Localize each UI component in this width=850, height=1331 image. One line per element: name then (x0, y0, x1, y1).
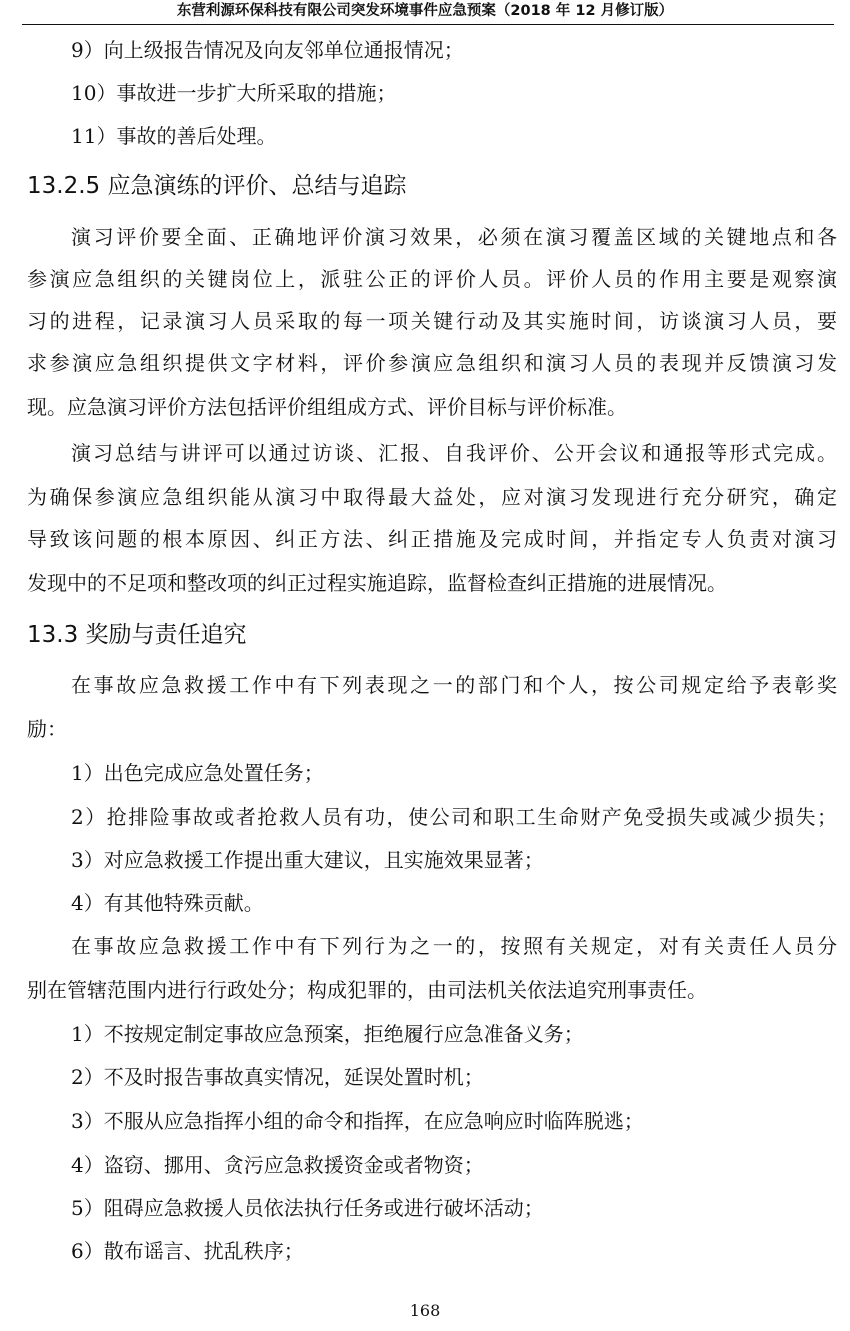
list-item: 1）不按规定制定事故应急预案，拒绝履行应急准备义务； (71, 1022, 584, 1046)
paragraph-line: 导致该问题的根本原因、纠正方法、纠正措施及完成时间，并指定专人负责对演习 (27, 527, 837, 551)
paragraph-line: 在事故应急救援工作中有下列行为之一的，按照有关规定，对有关责任人员分 (71, 934, 837, 958)
section-heading-13-2-5: 13.2.5 应急演练的评价、总结与追踪 (27, 173, 407, 199)
list-item: 2）抢排险事故或者抢救人员有功，使公司和职工生命财产免受损失或减少损失； (71, 805, 837, 829)
page-number: 168 (409, 1301, 441, 1320)
list-item: 9）向上级报告情况及向友邻单位通报情况； (71, 38, 464, 62)
header-divider (22, 24, 834, 25)
paragraph-line: 别在管辖范围内进行行政处分；构成犯罪的，由司法机关依法追究刑事责任。 (27, 978, 707, 1002)
list-item: 4）盗窃、挪用、贪污应急救援资金或者物资； (71, 1153, 484, 1177)
document-header: 东营利源环保科技有限公司突发环境事件应急预案（2018 年 12 月修订版） (176, 3, 674, 19)
list-item: 3）不服从应急指挥小组的命令和指挥，在应急响应时临阵脱逃； (71, 1109, 644, 1133)
paragraph-line: 发现中的不足项和整改项的纠正过程实施追踪，监督检查纠正措施的进展情况。 (27, 571, 727, 595)
list-item: 6）散布谣言、扰乱秩序； (71, 1239, 304, 1263)
paragraph-line: 演习总结与讲评可以通过访谈、汇报、自我评价、公开会议和通报等形式完成。 (71, 441, 837, 465)
list-item: 4）有其他特殊贡献。 (71, 891, 264, 915)
paragraph-line: 为确保参演应急组织能从演习中取得最大益处，应对演习发现进行充分研究，确定 (27, 485, 837, 509)
paragraph-line: 参演应急组织的关键岗位上，派驻公正的评价人员。评价人员的作用主要是观察演 (27, 267, 837, 291)
paragraph-line: 现。应急演习评价方法包括评价组组成方式、评价目标与评价标准。 (27, 395, 627, 419)
list-item: 11）事故的善后处理。 (71, 124, 277, 148)
list-item: 2）不及时报告事故真实情况，延误处置时机； (71, 1065, 484, 1089)
paragraph-line: 演习评价要全面、正确地评价演习效果，必须在演习覆盖区域的关键地点和各 (71, 225, 837, 249)
section-heading-13-3: 13.3 奖励与责任追究 (27, 622, 247, 648)
list-item: 10）事故进一步扩大所采取的措施； (71, 81, 397, 105)
list-item: 1）出色完成应急处置任务； (71, 761, 324, 785)
paragraph-line: 励： (27, 717, 67, 741)
list-item: 3）对应急救援工作提出重大建议，且实施效果显著； (71, 848, 544, 872)
list-item: 5）阻碍应急救援人员依法执行任务或进行破坏活动； (71, 1196, 544, 1220)
paragraph-line: 习的进程，记录演习人员采取的每一项关键行动及其实施时间，访谈演习人员，要 (27, 309, 837, 333)
paragraph-line: 在事故应急救援工作中有下列表现之一的部门和个人，按公司规定给予表彰奖 (71, 673, 837, 697)
paragraph-line: 求参演应急组织提供文字材料，评价参演应急组织和演习人员的表现并反馈演习发 (27, 351, 837, 375)
